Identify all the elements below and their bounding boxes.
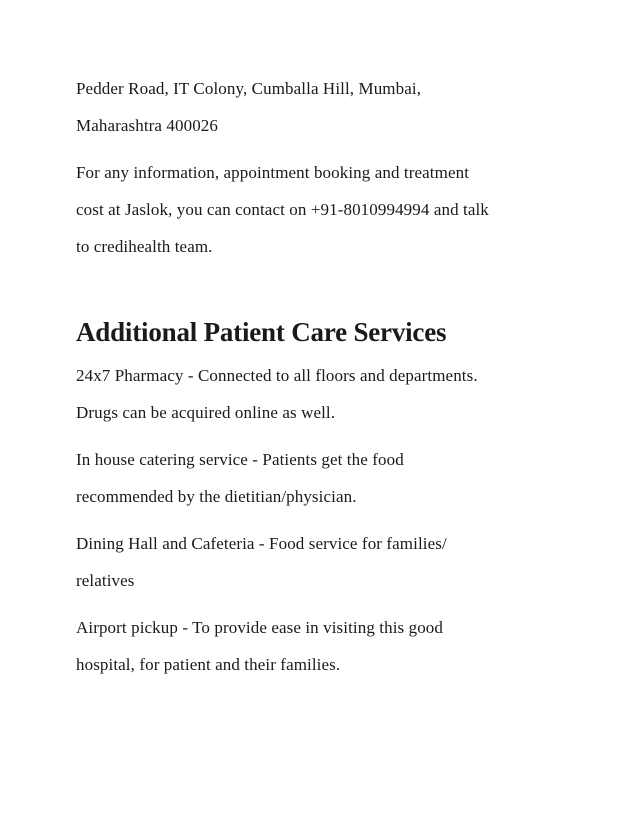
address-block [76, 70, 576, 144]
service-line: 24x7 Pharmacy - Connected to all floors and departments. [76, 366, 478, 385]
document-page [76, 70, 576, 683]
contact-line-3: to credihealth team. [76, 237, 213, 256]
service-dining [76, 525, 576, 599]
service-line: relatives [76, 571, 135, 590]
service-airport [76, 609, 576, 683]
service-line: recommended by the dietitian/physician. [76, 487, 357, 506]
contact-line-2: cost at Jaslok, you can contact on +91-8010994994 and talk [76, 200, 489, 219]
service-pharmacy [76, 357, 576, 431]
service-line: Airport pickup - To provide ease in visiting this good [76, 618, 443, 637]
service-line: Dining Hall and Cafeteria - Food service for families/ [76, 534, 447, 553]
service-line: In house catering service - Patients get the food [76, 450, 404, 469]
contact-line-1: For any information, appointment booking and treatment [76, 163, 470, 182]
section-heading: Additional Patient Care Services [76, 317, 447, 347]
service-line: hospital, for patient and their families. [76, 655, 341, 674]
service-catering [76, 441, 576, 515]
address-line-2: Maharashtra 400026 [76, 116, 219, 135]
contact-block [76, 154, 576, 265]
service-line: Drugs can be acquired online as well. [76, 403, 336, 422]
address-line-1: Pedder Road, IT Colony, Cumballa Hill, Mumbai, [76, 79, 422, 98]
